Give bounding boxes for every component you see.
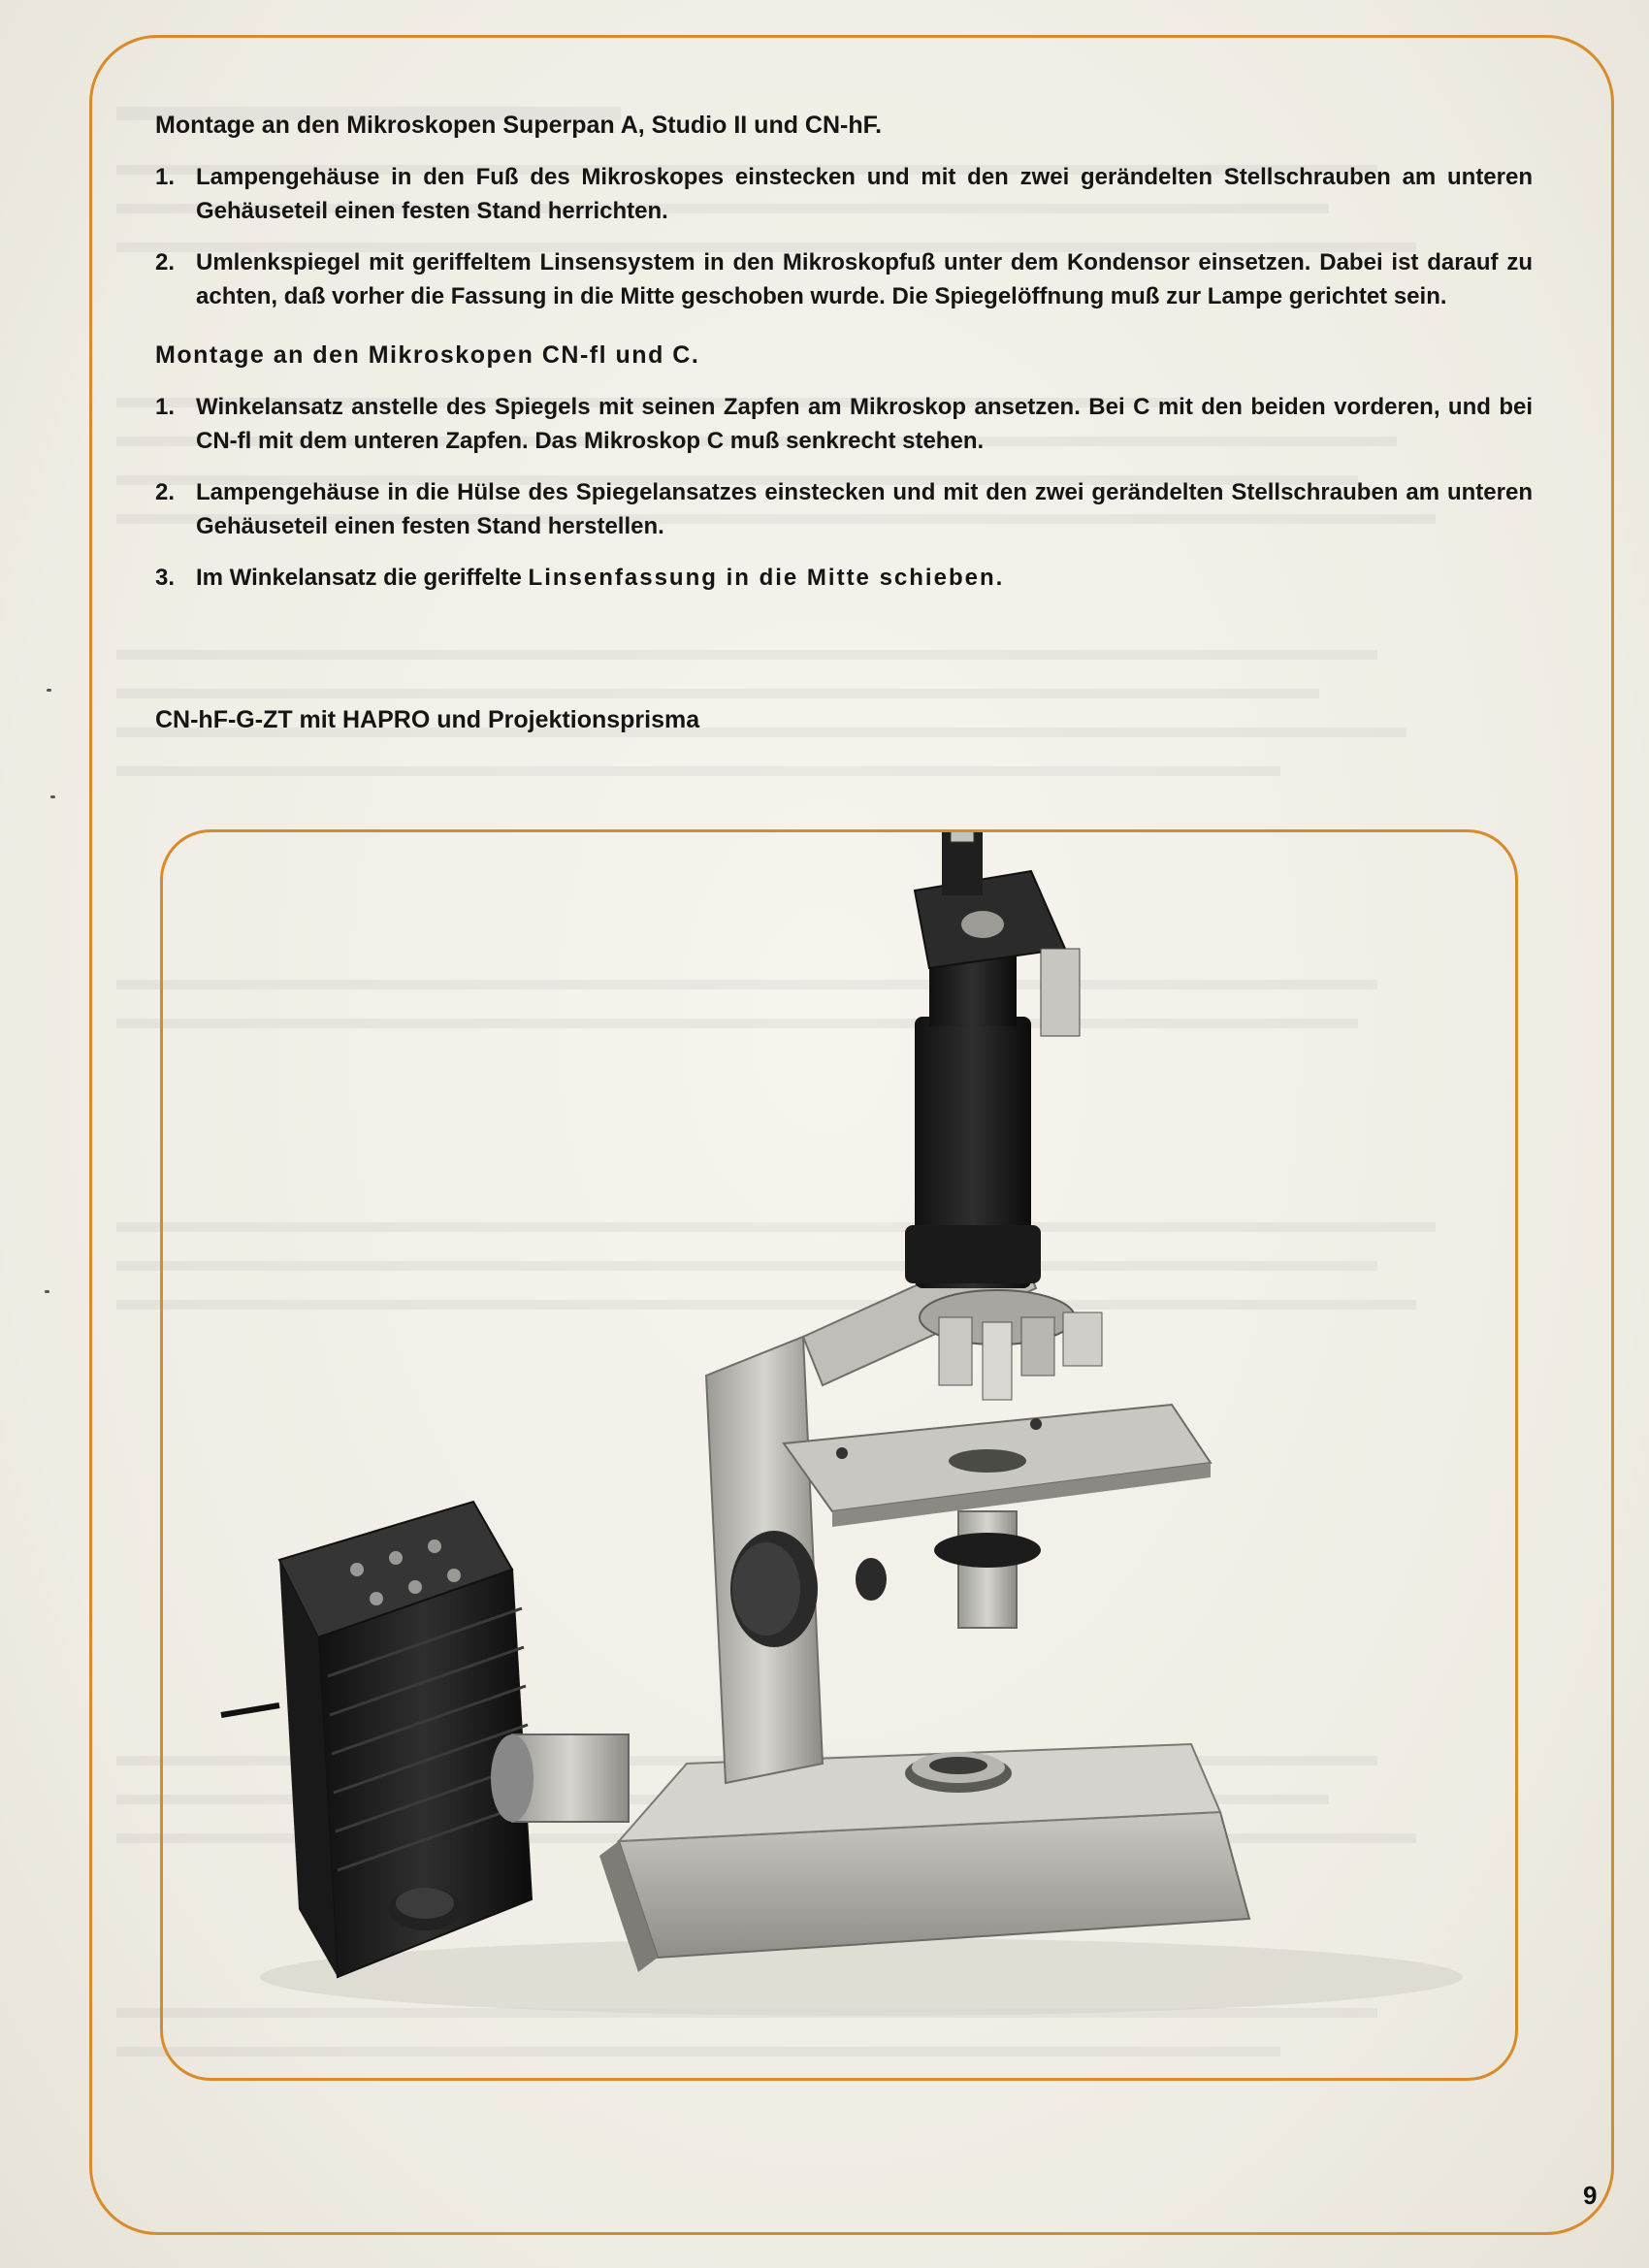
- scan-speck: [50, 795, 55, 798]
- item-number: 1.: [155, 164, 176, 190]
- item-text-spaced: Linsenfassung in die Mitte schieben.: [528, 565, 1005, 591]
- item-number: 1.: [155, 394, 176, 420]
- instruction-item: [155, 390, 1533, 458]
- item-number: 3.: [155, 565, 176, 591]
- photo-caption: CN-hF-G-ZT mit HAPRO und Projektionsprisma: [155, 706, 700, 733]
- instruction-item: [155, 475, 1533, 543]
- microscope-photo: [163, 832, 1515, 2078]
- instruction-item: [155, 561, 1533, 595]
- item-text: Winkelansatz anstelle des Spiegels mit seinen Zapfen am Mikroskop ansetzen. Bei C mit den beiden vorderen, und bei CN-fl mit dem unteren Zapfen. Das Mikroskop C muß senkrecht stehen.: [196, 394, 1533, 454]
- section-heading-cn-fl: Montage an den Mikroskopen CN-fl und C.: [155, 341, 700, 369]
- item-number: 2.: [155, 479, 176, 505]
- item-text: Lampengehäuse in den Fuß des Mikroskopes einstecken und mit den zwei gerändelten Stellschrauben am unteren Gehäuseteil einen festen Stand herrichten.: [196, 164, 1533, 224]
- instructions-block: [155, 109, 1533, 755]
- item-text: Lampengehäuse in die Hülse des Spiegelansatzes einstecken und mit den zwei gerändelten Stellschrauben am unteren Gehäuseteil einen festen Stand herstellen.: [196, 479, 1533, 539]
- instruction-item: [155, 160, 1533, 228]
- item-text-plain: Im Winkelansatz die geriffelte: [196, 565, 529, 591]
- item-number: 2.: [155, 249, 176, 275]
- instruction-item: [155, 245, 1533, 313]
- scan-speck: [45, 1290, 49, 1293]
- page-number: 9: [1583, 2181, 1598, 2210]
- scan-speck: [47, 689, 51, 692]
- item-text: Umlenkspiegel mit geriffeltem Linsensystem in den Mikroskopfuß unter dem Kondensor einsetzen. Dabei ist darauf zu achten, daß vorher die Fassung in die Mitte geschoben wurde. Die Spiegelöffnung muß zur Lampe gerichtet sein.: [196, 249, 1533, 309]
- section-heading-superpan: Montage an den Mikroskopen Superpan A, Studio II und CN-hF.: [155, 112, 883, 139]
